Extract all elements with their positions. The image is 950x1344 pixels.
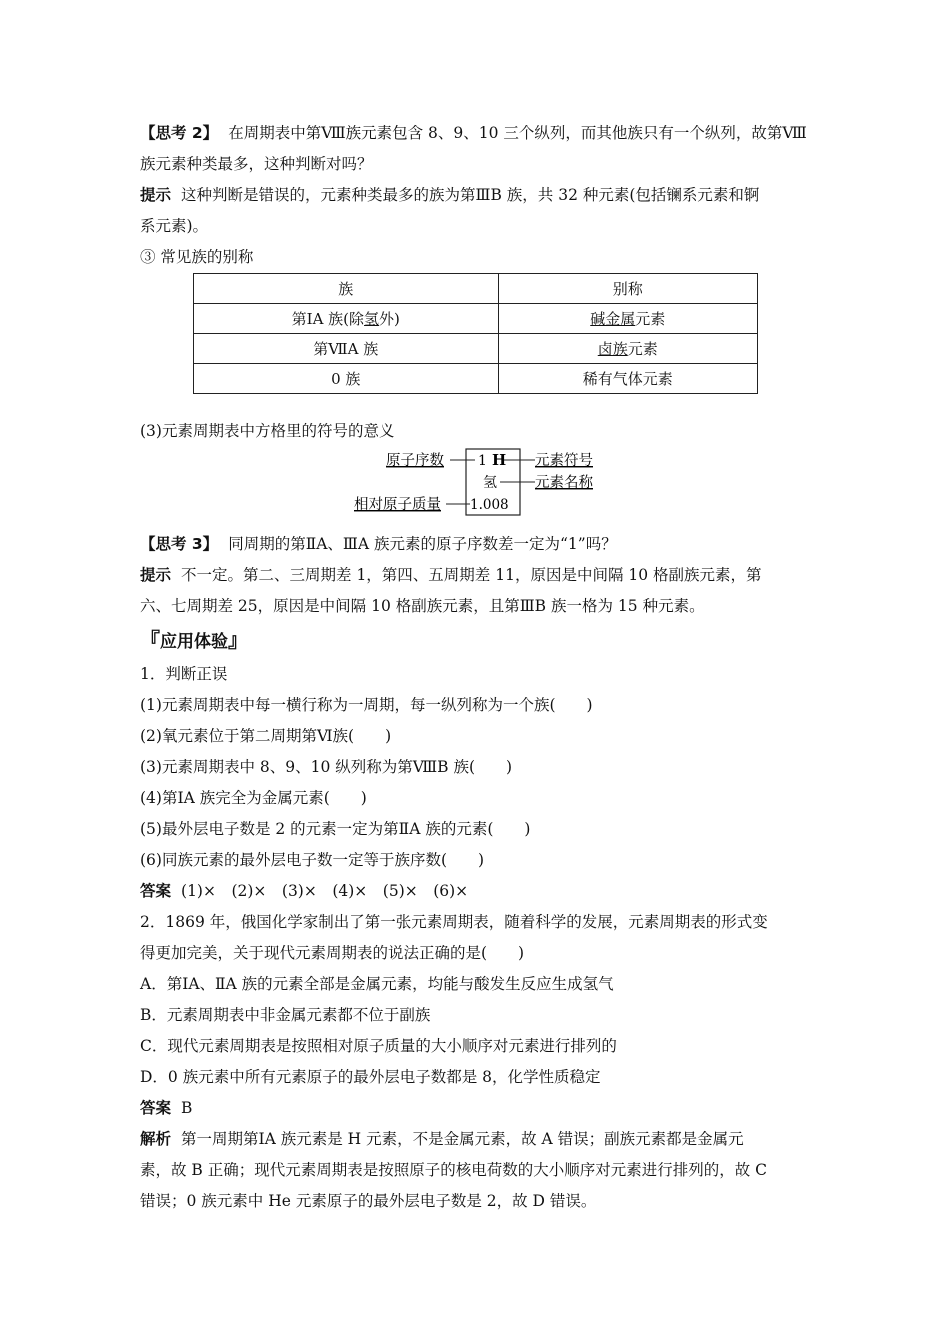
table-cell-alias — [498, 304, 757, 334]
think3-question-text: 同周期的第ⅡA、ⅢA 族元素的原子序数差一定为“1”吗？ — [228, 535, 617, 553]
element-cell-diagram — [140, 447, 816, 517]
cell-symbol: H — [492, 451, 507, 469]
q2-answer-label: 答案 — [140, 1099, 172, 1117]
cell-text: 第ⅠA 族(除 — [291, 310, 365, 328]
table-header-row — [194, 274, 758, 304]
cell-section-title: (3)元素周期表中方格里的符号的意义 — [140, 422, 395, 440]
think3-question-line — [140, 529, 816, 560]
q2-analysis-line1 — [140, 1124, 816, 1155]
table-cell-group — [194, 364, 499, 394]
cell-underlined-text: 氢 — [364, 310, 380, 328]
cell-text: 0 族 — [331, 370, 361, 388]
table-cell-alias — [498, 334, 757, 364]
q1-item-3: (3)元素周期表中 8、9、10 纵列称为第ⅧB 族( ) — [140, 758, 513, 776]
think2-hint-label: 提示 — [140, 186, 172, 204]
q1-answer-line — [140, 876, 816, 907]
q1-answer-text: (1)× (2)× (3)× (4)× (5)× (6)× — [181, 882, 469, 900]
q1-item-4: (4)第ⅠA 族完全为金属元素( ) — [140, 789, 367, 807]
think2-question-line2: 族元素种类最多，这种判断对吗？ — [140, 155, 373, 173]
document-page — [140, 118, 816, 1217]
cell-text: 稀有气体元素 — [582, 370, 673, 388]
label-mass: 相对原子质量 — [354, 497, 441, 513]
q2-stem-line1: 2．1869 年，俄国化学家制出了第一张元素周期表，随着科学的发展，元素周期表的形式变 — [140, 913, 768, 931]
group-alias-table — [193, 273, 758, 394]
think2-hint-line2: 系元素)。 — [140, 217, 209, 235]
q1-title: 1．判断正误 — [140, 665, 228, 683]
cell-mass: 1.008 — [470, 497, 509, 513]
table-row — [194, 364, 758, 394]
cell-text: 外) — [379, 310, 400, 328]
think3-hint-label: 提示 — [140, 566, 172, 584]
q2-option-b: B．元素周期表中非金属元素都不位于副族 — [140, 1006, 431, 1024]
q2-stem-line2: 得更加完美，关于现代元素周期表的说法正确的是( ) — [140, 944, 525, 962]
practice-heading-text: 应用体验 — [160, 632, 228, 652]
think3-label: 【思考 3】 — [140, 535, 219, 553]
think3-hint-line1 — [140, 560, 816, 591]
q1-item-5: (5)最外层电子数是 2 的元素一定为第ⅡA 族的元素( ) — [140, 820, 531, 838]
think2-hint-line1 — [140, 180, 816, 211]
q2-analysis-label: 解析 — [140, 1130, 172, 1148]
left-bracket-icon: 『 — [140, 628, 160, 652]
label-symbol: 元素符号 — [535, 453, 593, 469]
table-row — [194, 304, 758, 334]
table-row — [194, 334, 758, 364]
q2-analysis-text1: 第一周期第ⅠA 族元素是 H 元素，不是金属元素，故 A 错误；副族元素都是金属元 — [181, 1130, 744, 1148]
think2-hint-text1: 这种判断是错误的，元素种类最多的族为第ⅢB 族，共 32 种元素(包括镧系元素和锕 — [181, 186, 760, 204]
think3-hint-line2: 六、七周期差 25，原因是中间隔 10 格副族元素，且第ⅢB 族一格为 15 种元素。 — [140, 597, 705, 615]
q2-option-c: C．现代元素周期表是按照相对原子质量的大小顺序对元素进行排列的 — [140, 1037, 617, 1055]
q1-item-2: (2)氧元素位于第二周期第Ⅵ族( ) — [140, 727, 392, 745]
table-header-alias: 别称 — [498, 274, 757, 304]
element-cell-svg — [140, 447, 816, 517]
right-bracket-icon: 』 — [228, 628, 248, 652]
q2-analysis-line3: 错误；0 族元素中 He 元素原子的最外层电子数是 2，故 D 错误。 — [140, 1192, 597, 1210]
cell-number: 1 — [478, 453, 487, 469]
cell-underlined-text: 碱金属 — [590, 310, 636, 328]
table-cell-group — [194, 334, 499, 364]
cell-text: 元素 — [627, 340, 658, 358]
q2-option-d: D．0 族元素中所有元素原子的最外层电子数都是 8，化学性质稳定 — [140, 1068, 601, 1086]
q2-answer-text: B — [181, 1099, 193, 1117]
q2-answer-line — [140, 1093, 816, 1124]
think3-hint-text1: 不一定。第二、三周期差 1，第四、五周期差 11，原因是中间隔 10 格副族元素，第 — [181, 566, 762, 584]
think2-question-text1: 在周期表中第Ⅷ族元素包含 8、9、10 三个纵列，而其他族只有一个纵列，故第Ⅷ — [228, 124, 807, 142]
q2-option-a: A．第ⅠA、ⅡA 族的元素全部是金属元素，均能与酸发生反应生成氢气 — [140, 975, 614, 993]
cell-underlined-text: 卤族 — [597, 340, 628, 358]
cell-text: 第ⅦA 族 — [313, 340, 379, 358]
alias-section-title: ③ 常见族的别称 — [140, 248, 254, 266]
think2-question-line1 — [140, 118, 816, 149]
table-cell-group — [194, 304, 499, 334]
label-atomic-number: 原子序数 — [386, 453, 444, 469]
table-header-group: 族 — [194, 274, 499, 304]
q1-item-1: (1)元素周期表中每一横行称为一周期，每一纵列称为一个族( ) — [140, 696, 593, 714]
q2-analysis-line2: 素，故 B 正确；现代元素周期表是按照原子的核电荷数的大小顺序对元素进行排列的，故 C — [140, 1161, 768, 1179]
label-name: 元素名称 — [535, 475, 593, 491]
q1-item-6: (6)同族元素的最外层电子数一定等于族序数( ) — [140, 851, 485, 869]
practice-heading — [140, 624, 816, 659]
q1-answer-label: 答案 — [140, 882, 172, 900]
cell-name: 氢 — [483, 475, 497, 491]
table-cell-alias — [498, 364, 757, 394]
think2-label: 【思考 2】 — [140, 124, 219, 142]
cell-text: 元素 — [635, 310, 666, 328]
